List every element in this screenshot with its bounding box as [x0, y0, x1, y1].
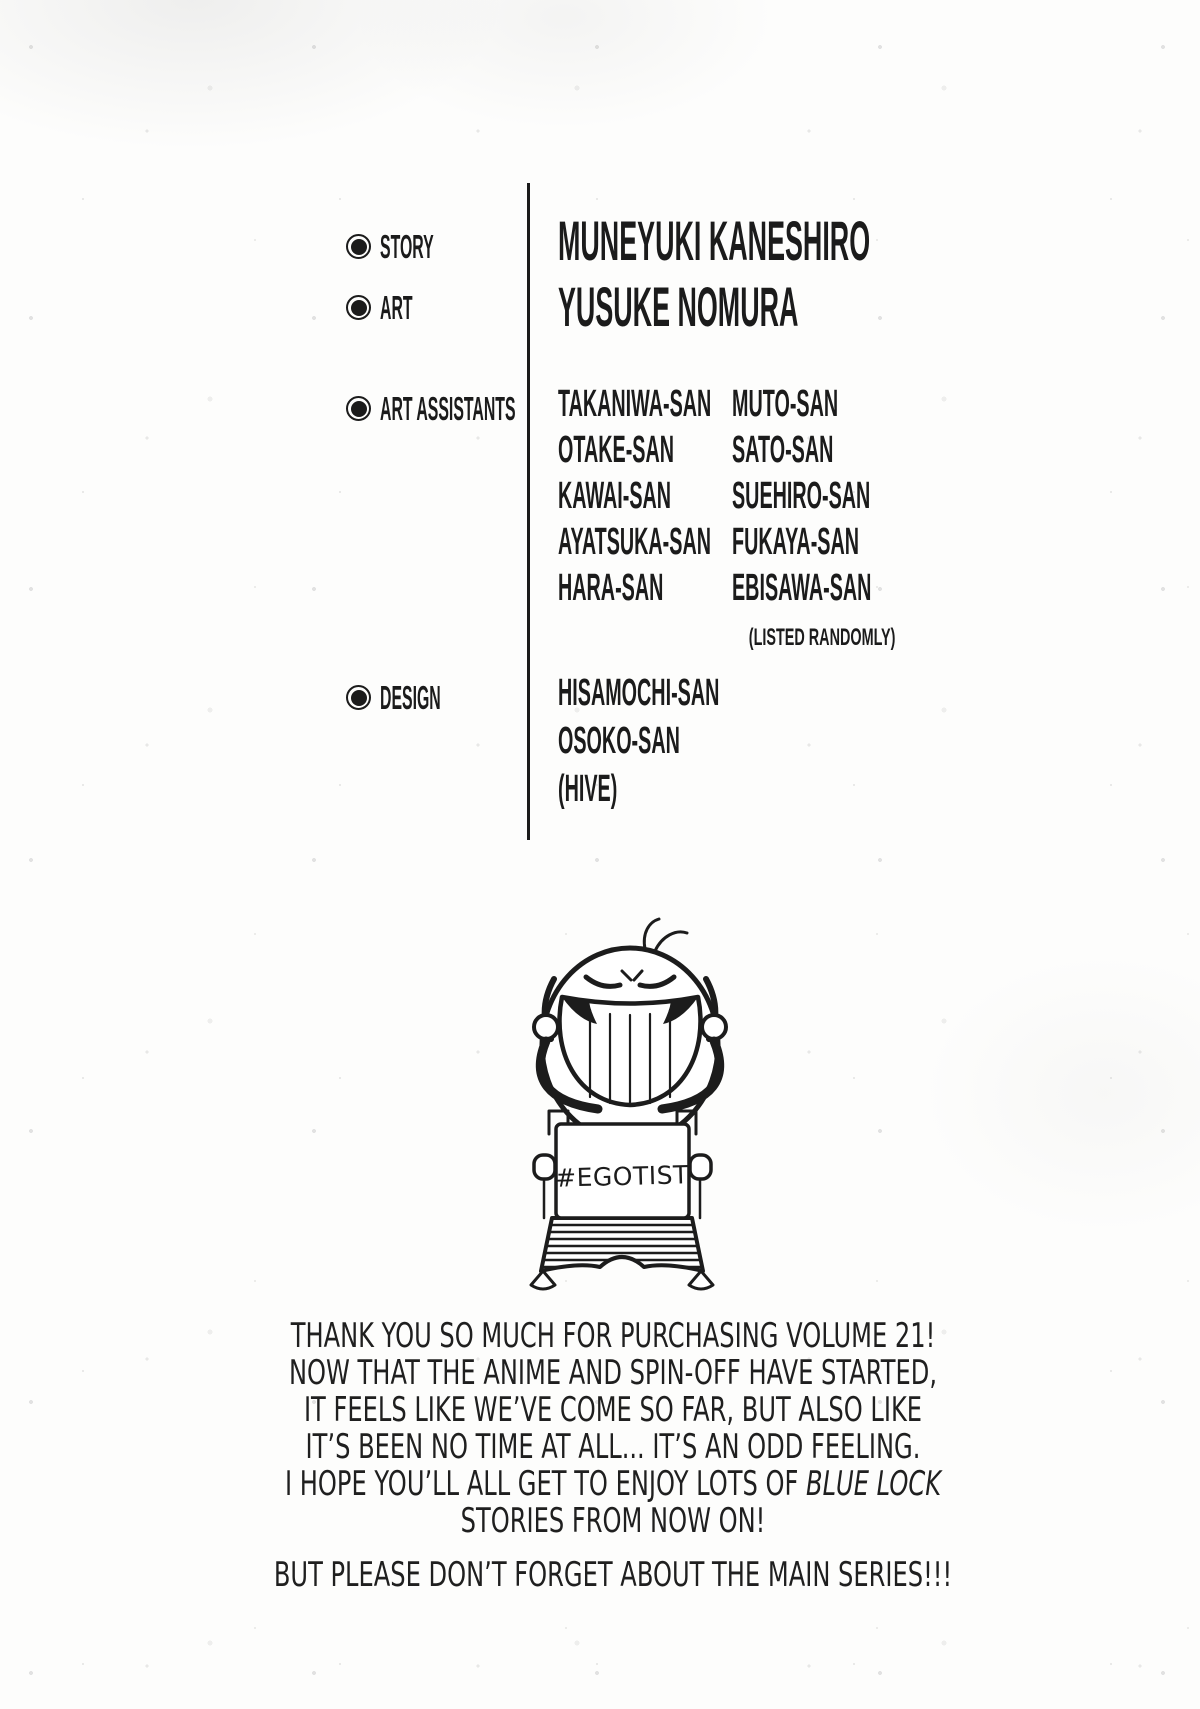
assistant-name: [732, 429, 1000, 472]
afterword-line-text: I HOPE YOU’LL ALL GET TO ENJOY LOTS OF: [284, 1464, 807, 1504]
afterword-line: THANK YOU SO MUCH FOR PURCHASING VOLUME 21!: [290, 1316, 936, 1356]
assistant-name: [732, 521, 1000, 564]
assistant-name-text: EBISAWA-SAN: [732, 566, 872, 609]
assistant-name: [558, 383, 732, 426]
design-name: [558, 765, 868, 813]
assistant-name: [732, 567, 1000, 610]
story-label: [380, 230, 492, 263]
assistant-name: [732, 475, 1000, 518]
afterword-final-line: BUT PLEASE DON’T FORGET ABOUT THE MAIN SERIES!!!: [273, 1555, 953, 1595]
afterword-line: IT’S BEEN NO TIME AT ALL... IT’S AN ODD FEELING.: [305, 1427, 921, 1467]
assistant-name: [558, 567, 732, 610]
assistant-name-text: AYATSUKA-SAN: [558, 520, 711, 563]
afterword: [187, 1318, 1039, 1594]
credit-row-story: [346, 230, 492, 263]
assistants-grid: [558, 381, 888, 611]
art-credit-name: [558, 275, 1059, 338]
afterword-line: [187, 1466, 1039, 1503]
assistant-name-text: KAWAI-SAN: [558, 474, 672, 517]
design-name: [558, 717, 868, 765]
body-stripes: [536, 1225, 708, 1267]
antenna-hair: [655, 932, 687, 951]
chibi-mascot-illustration: [450, 915, 790, 1300]
art-label: [380, 291, 448, 324]
assistant-name-text: SATO-SAN: [732, 428, 834, 471]
assistant-name-text: OTAKE-SAN: [558, 428, 675, 471]
design-label-text: DESIGN: [380, 679, 441, 716]
assistant-name: [732, 383, 1000, 426]
gripping-hand: [690, 1155, 711, 1179]
assistant-name-text: SUEHIRO-SAN: [732, 474, 871, 517]
afterword-line: STORIES FROM NOW ON!: [460, 1501, 766, 1541]
assistant-name-text: MUTO-SAN: [732, 382, 839, 425]
credit-row-art: [346, 291, 448, 324]
fist: [702, 1015, 726, 1039]
foot: [689, 1271, 713, 1289]
fist: [534, 1015, 558, 1039]
art-name-text: YUSUKE NOMURA: [558, 275, 799, 338]
sign-text: #EGOTIST: [554, 1160, 690, 1193]
art-label-text: ART: [380, 289, 413, 326]
assistant-name: [558, 429, 732, 472]
antenna-hair: [644, 919, 659, 949]
series-title-italic: BLUE LOCK: [806, 1464, 942, 1504]
assistants-note: [557, 626, 895, 650]
foot: [531, 1271, 555, 1289]
bullet-icon: [346, 234, 371, 259]
design-name-text: OSOKO-SAN: [558, 719, 680, 762]
afterword-line: NOW THAT THE ANIME AND SPIN-OFF HAVE STARTED,: [288, 1353, 938, 1393]
assistant-name-text: TAKANIWA-SAN: [558, 382, 712, 425]
story-name-text: MUNEYUKI KANESHIRO: [558, 209, 871, 272]
assistant-name: [558, 475, 732, 518]
design-name-text: (HIVE): [558, 767, 618, 810]
bullet-icon: [346, 396, 371, 421]
gripping-hand: [534, 1155, 555, 1179]
story-credit-name: [558, 209, 1200, 272]
credit-row-design: [346, 681, 507, 714]
assistant-name-text: HARA-SAN: [558, 566, 664, 609]
story-label-text: STORY: [380, 228, 434, 265]
afterword-line: IT FEELS LIKE WE’VE COME SO FAR, BUT ALSO LIKE: [303, 1390, 923, 1430]
assistants-note-text: (LISTED RANDOMLY): [748, 624, 895, 651]
bullet-icon: [346, 295, 371, 320]
assistant-name-text: FUKAYA-SAN: [732, 520, 860, 563]
design-names: [558, 669, 868, 813]
divider-line: [527, 183, 530, 840]
design-label: [380, 681, 507, 714]
design-name: [558, 669, 868, 717]
assistant-name: [558, 521, 732, 564]
bullet-icon: [346, 685, 371, 710]
design-name-text: HISAMOCHI-SAN: [558, 671, 720, 714]
art-assistants-label-text: ART ASSISTANTS: [380, 390, 516, 427]
